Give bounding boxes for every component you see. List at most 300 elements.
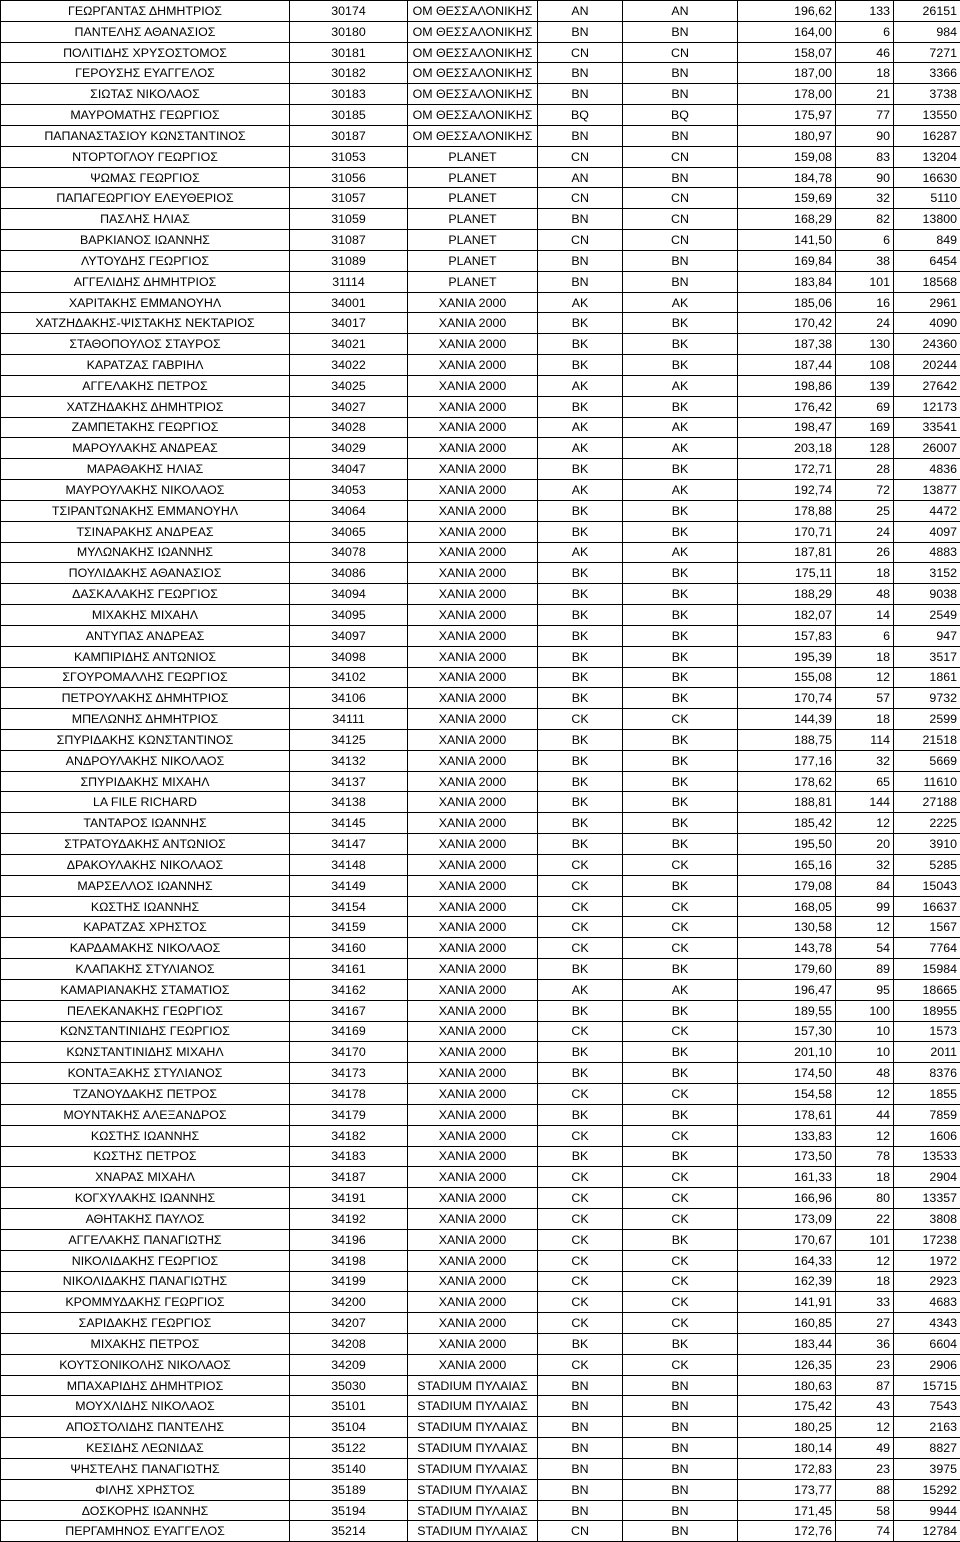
club-cell: ΧΑΝΙΑ 2000: [408, 1084, 538, 1105]
games-cell: 80: [836, 1188, 894, 1209]
player-id-cell: 34154: [290, 896, 408, 917]
games-cell: 6: [836, 625, 894, 646]
games-cell: 20: [836, 834, 894, 855]
club-cell: STADIUM ΠΥΛΑΙΑΣ: [408, 1479, 538, 1500]
average-cell: 178,62: [738, 771, 836, 792]
pins-cell: 27188: [894, 792, 960, 813]
category2-cell: CK: [623, 1125, 738, 1146]
category-cell: AK: [538, 292, 623, 313]
table-row: [1, 250, 960, 271]
player-name-cell: ΚΡΟΜΜΥΔΑΚΗΣ ΓΕΩΡΓΙΟΣ: [1, 1292, 290, 1313]
games-cell: 23: [836, 1458, 894, 1479]
average-cell: 159,69: [738, 188, 836, 209]
club-cell: ΧΑΝΙΑ 2000: [408, 292, 538, 313]
games-cell: 28: [836, 459, 894, 480]
category-cell: CK: [538, 1188, 623, 1209]
category-cell: CK: [538, 709, 623, 730]
player-name-cell: ΑΓΓΕΛΙΔΗΣ ΔΗΜΗΤΡΙΟΣ: [1, 271, 290, 292]
player-name-cell: ΚΟΥΤΣΟΝΙΚΟΛΗΣ ΝΙΚΟΛΑΟΣ: [1, 1354, 290, 1375]
table-row: [1, 188, 960, 209]
table-row: [1, 63, 960, 84]
player-name-cell: ΠΕΤΡΟΥΛΑΚΗΣ ΔΗΜΗΤΡΙΟΣ: [1, 688, 290, 709]
table-row: [1, 709, 960, 730]
category2-cell: CK: [623, 1021, 738, 1042]
games-cell: 43: [836, 1396, 894, 1417]
category2-cell: BN: [623, 1396, 738, 1417]
club-cell: ΧΑΝΙΑ 2000: [408, 854, 538, 875]
average-cell: 175,97: [738, 105, 836, 126]
category-cell: CK: [538, 1125, 623, 1146]
category2-cell: CK: [623, 1084, 738, 1105]
player-name-cell: ΚΟΝΤΑΞΑΚΗΣ ΣΤΥΛΙΑΝΟΣ: [1, 1063, 290, 1084]
pins-cell: 3152: [894, 563, 960, 584]
player-id-cell: 34137: [290, 771, 408, 792]
club-cell: ΧΑΝΙΑ 2000: [408, 1042, 538, 1063]
player-name-cell: ΚΑΜΠΙΡΙΔΗΣ ΑΝΤΩΝΙΟΣ: [1, 646, 290, 667]
player-id-cell: 35189: [290, 1479, 408, 1500]
games-cell: 65: [836, 771, 894, 792]
pins-cell: 7271: [894, 42, 960, 63]
club-cell: ΧΑΝΙΑ 2000: [408, 834, 538, 855]
player-name-cell: ΓΕΡΟΥΣΗΣ ΕΥΑΓΓΕΛΟΣ: [1, 63, 290, 84]
games-cell: 25: [836, 500, 894, 521]
player-name-cell: ΠΟΛΙΤΙΔΗΣ ΧΡΥΣΟΣΤΟΜΟΣ: [1, 42, 290, 63]
table-row: [1, 813, 960, 834]
table-row: [1, 1146, 960, 1167]
club-cell: PLANET: [408, 230, 538, 251]
player-name-cell: ΧΑΡΙΤΑΚΗΣ ΕΜΜΑΝΟΥΗΛ: [1, 292, 290, 313]
club-cell: ΟΜ ΘΕΣΣΑΛΟΝΙΚΗΣ: [408, 84, 538, 105]
pins-cell: 2163: [894, 1417, 960, 1438]
category2-cell: BK: [623, 459, 738, 480]
average-cell: 173,77: [738, 1479, 836, 1500]
club-cell: ΧΑΝΙΑ 2000: [408, 313, 538, 334]
games-cell: 14: [836, 605, 894, 626]
category2-cell: BK: [623, 625, 738, 646]
pins-cell: 4097: [894, 521, 960, 542]
games-cell: 32: [836, 188, 894, 209]
player-id-cell: 34098: [290, 646, 408, 667]
category2-cell: AK: [623, 417, 738, 438]
table-row: [1, 271, 960, 292]
category-cell: BN: [538, 1375, 623, 1396]
table-row: [1, 1396, 960, 1417]
player-id-cell: 34097: [290, 625, 408, 646]
player-id-cell: 31056: [290, 167, 408, 188]
category-cell: BQ: [538, 105, 623, 126]
table-row: [1, 854, 960, 875]
average-cell: 159,08: [738, 146, 836, 167]
games-cell: 82: [836, 209, 894, 230]
games-cell: 69: [836, 396, 894, 417]
club-cell: ΧΑΝΙΑ 2000: [408, 896, 538, 917]
games-cell: 108: [836, 355, 894, 376]
average-cell: 170,67: [738, 1229, 836, 1250]
category2-cell: BN: [623, 167, 738, 188]
games-cell: 26: [836, 542, 894, 563]
average-cell: 172,71: [738, 459, 836, 480]
table-row: [1, 625, 960, 646]
category-cell: BK: [538, 521, 623, 542]
average-cell: 172,76: [738, 1521, 836, 1542]
category2-cell: BN: [623, 1375, 738, 1396]
category-cell: BK: [538, 1042, 623, 1063]
average-cell: 179,08: [738, 875, 836, 896]
table-row: [1, 792, 960, 813]
category-cell: CN: [538, 1521, 623, 1542]
player-id-cell: 35140: [290, 1458, 408, 1479]
club-cell: ΧΑΝΙΑ 2000: [408, 1250, 538, 1271]
player-name-cell: ΔΑΣΚΑΛΑΚΗΣ ΓΕΩΡΓΙΟΣ: [1, 584, 290, 605]
games-cell: 49: [836, 1438, 894, 1459]
table-row: [1, 646, 960, 667]
player-name-cell: ΚΑΡΑΤΖΑΣ ΓΑΒΡΙΗΛ: [1, 355, 290, 376]
category-cell: BK: [538, 771, 623, 792]
player-id-cell: 34028: [290, 417, 408, 438]
club-cell: PLANET: [408, 271, 538, 292]
player-name-cell: ΝΤΟΡΤΟΓΛΟΥ ΓΕΩΡΓΙΟΣ: [1, 146, 290, 167]
player-id-cell: 34017: [290, 313, 408, 334]
club-cell: STADIUM ΠΥΛΑΙΑΣ: [408, 1375, 538, 1396]
player-name-cell: ΜΑΥΡΟΥΛΑΚΗΣ ΝΙΚΟΛΑΟΣ: [1, 480, 290, 501]
club-cell: ΧΑΝΙΑ 2000: [408, 480, 538, 501]
player-id-cell: 34145: [290, 813, 408, 834]
category-cell: CK: [538, 1229, 623, 1250]
category-cell: BK: [538, 1146, 623, 1167]
games-cell: 22: [836, 1209, 894, 1230]
average-cell: 198,86: [738, 375, 836, 396]
category2-cell: CK: [623, 938, 738, 959]
player-name-cell: ΚΛΑΠΑΚΗΣ ΣΤΥΛΙΑΝΟΣ: [1, 959, 290, 980]
club-cell: PLANET: [408, 167, 538, 188]
category-cell: BK: [538, 1104, 623, 1125]
table-row: [1, 917, 960, 938]
club-cell: PLANET: [408, 188, 538, 209]
average-cell: 183,84: [738, 271, 836, 292]
player-id-cell: 31053: [290, 146, 408, 167]
category2-cell: BK: [623, 1334, 738, 1355]
pins-cell: 1573: [894, 1021, 960, 1042]
category-cell: BN: [538, 125, 623, 146]
club-cell: ΟΜ ΘΕΣΣΑΛΟΝΙΚΗΣ: [408, 125, 538, 146]
table-row: [1, 1250, 960, 1271]
average-cell: 185,42: [738, 813, 836, 834]
category2-cell: BK: [623, 563, 738, 584]
games-cell: 88: [836, 1479, 894, 1500]
player-id-cell: 30182: [290, 63, 408, 84]
category2-cell: BN: [623, 1479, 738, 1500]
player-name-cell: ΨΗΣΤΕΛΗΣ ΠΑΝΑΓΙΩΤΗΣ: [1, 1458, 290, 1479]
club-cell: STADIUM ΠΥΛΑΙΑΣ: [408, 1396, 538, 1417]
games-cell: 21: [836, 84, 894, 105]
pins-cell: 16637: [894, 896, 960, 917]
category-cell: BK: [538, 729, 623, 750]
table-row: [1, 1209, 960, 1230]
club-cell: PLANET: [408, 209, 538, 230]
category2-cell: BN: [623, 1438, 738, 1459]
category2-cell: BK: [623, 792, 738, 813]
category2-cell: CK: [623, 1167, 738, 1188]
games-cell: 101: [836, 271, 894, 292]
average-cell: 187,81: [738, 542, 836, 563]
player-name-cell: ΤΣΙΡΑΝΤΩΝΑΚΗΣ ΕΜΜΑΝΟΥΗΛ: [1, 500, 290, 521]
club-cell: ΧΑΝΙΑ 2000: [408, 542, 538, 563]
category-cell: CK: [538, 1084, 623, 1105]
player-id-cell: 31089: [290, 250, 408, 271]
player-id-cell: 34183: [290, 1146, 408, 1167]
table-row: [1, 959, 960, 980]
category2-cell: CK: [623, 1354, 738, 1375]
average-cell: 173,09: [738, 1209, 836, 1230]
player-id-cell: 34001: [290, 292, 408, 313]
club-cell: ΧΑΝΙΑ 2000: [408, 563, 538, 584]
category2-cell: BN: [623, 1458, 738, 1479]
games-cell: 16: [836, 292, 894, 313]
average-cell: 184,78: [738, 167, 836, 188]
games-cell: 18: [836, 563, 894, 584]
category2-cell: BN: [623, 1521, 738, 1542]
average-cell: 126,35: [738, 1354, 836, 1375]
category2-cell: BK: [623, 1104, 738, 1125]
club-cell: ΧΑΝΙΑ 2000: [408, 438, 538, 459]
games-cell: 87: [836, 1375, 894, 1396]
category2-cell: CK: [623, 1271, 738, 1292]
player-name-cell: ΠΟΥΛΙΔΑΚΗΣ ΑΘΑΝΑΣΙΟΣ: [1, 563, 290, 584]
player-id-cell: 34106: [290, 688, 408, 709]
club-cell: ΧΑΝΙΑ 2000: [408, 584, 538, 605]
club-cell: ΧΑΝΙΑ 2000: [408, 667, 538, 688]
player-id-cell: 34169: [290, 1021, 408, 1042]
table-row: [1, 1313, 960, 1334]
average-cell: 133,83: [738, 1125, 836, 1146]
table-row: [1, 209, 960, 230]
pins-cell: 4683: [894, 1292, 960, 1313]
club-cell: ΧΑΝΙΑ 2000: [408, 625, 538, 646]
category2-cell: BK: [623, 500, 738, 521]
table-row: [1, 1042, 960, 1063]
player-id-cell: 30185: [290, 105, 408, 126]
average-cell: 172,83: [738, 1458, 836, 1479]
club-cell: ΧΑΝΙΑ 2000: [408, 1313, 538, 1334]
pins-cell: 26007: [894, 438, 960, 459]
category-cell: BK: [538, 459, 623, 480]
average-cell: 170,71: [738, 521, 836, 542]
pins-cell: 7543: [894, 1396, 960, 1417]
category2-cell: BK: [623, 1042, 738, 1063]
player-name-cell: ΜΙΧΑΚΗΣ ΜΙΧΑΗΛ: [1, 605, 290, 626]
player-id-cell: 34022: [290, 355, 408, 376]
club-cell: ΧΑΝΙΑ 2000: [408, 1104, 538, 1125]
table-row: [1, 542, 960, 563]
category-cell: CN: [538, 146, 623, 167]
category2-cell: CK: [623, 1188, 738, 1209]
games-cell: 114: [836, 729, 894, 750]
games-cell: 36: [836, 1334, 894, 1355]
player-id-cell: 34065: [290, 521, 408, 542]
player-name-cell: ΣΠΥΡΙΔΑΚΗΣ ΚΩΝΣΤΑΝΤΙΝΟΣ: [1, 729, 290, 750]
table-row: [1, 84, 960, 105]
player-name-cell: ΣΤΑΘΟΠΟΥΛΟΣ ΣΤΑΥΡΟΣ: [1, 334, 290, 355]
category2-cell: BK: [623, 605, 738, 626]
table-row: [1, 834, 960, 855]
player-name-cell: ΜΑΡΣΕΛΛΟΣ ΙΩΑΝΝΗΣ: [1, 875, 290, 896]
table-row: [1, 292, 960, 313]
category-cell: CK: [538, 1354, 623, 1375]
club-cell: ΧΑΝΙΑ 2000: [408, 979, 538, 1000]
table-row: [1, 938, 960, 959]
category-cell: BK: [538, 1334, 623, 1355]
pins-cell: 15984: [894, 959, 960, 980]
games-cell: 74: [836, 1521, 894, 1542]
club-cell: STADIUM ΠΥΛΑΙΑΣ: [408, 1438, 538, 1459]
player-name-cell: ΣΙΩΤΑΣ ΝΙΚΟΛΑΟΣ: [1, 84, 290, 105]
pins-cell: 12784: [894, 1521, 960, 1542]
average-cell: 168,29: [738, 209, 836, 230]
games-cell: 24: [836, 313, 894, 334]
player-id-cell: 34208: [290, 1334, 408, 1355]
club-cell: ΧΑΝΙΑ 2000: [408, 688, 538, 709]
player-name-cell: ΒΑΡΚΙΑΝΟΣ ΙΩΑΝΝΗΣ: [1, 230, 290, 251]
table-row: [1, 375, 960, 396]
player-id-cell: 35122: [290, 1438, 408, 1459]
average-cell: 201,10: [738, 1042, 836, 1063]
player-name-cell: ΤΣΙΝΑΡΑΚΗΣ ΑΝΔΡΕΑΣ: [1, 521, 290, 542]
table-row: [1, 1271, 960, 1292]
pins-cell: 12173: [894, 396, 960, 417]
category2-cell: BN: [623, 250, 738, 271]
average-cell: 157,83: [738, 625, 836, 646]
category-cell: BN: [538, 1500, 623, 1521]
pins-cell: 16287: [894, 125, 960, 146]
club-cell: ΧΑΝΙΑ 2000: [408, 771, 538, 792]
player-name-cell: ΜΙΧΑΚΗΣ ΠΕΤΡΟΣ: [1, 1334, 290, 1355]
player-name-cell: LA FILE RICHARD: [1, 792, 290, 813]
player-id-cell: 35104: [290, 1417, 408, 1438]
category2-cell: AK: [623, 542, 738, 563]
games-cell: 6: [836, 21, 894, 42]
pins-cell: 1972: [894, 1250, 960, 1271]
category-cell: CK: [538, 917, 623, 938]
category2-cell: BK: [623, 834, 738, 855]
games-cell: 18: [836, 63, 894, 84]
category-cell: BN: [538, 271, 623, 292]
games-cell: 54: [836, 938, 894, 959]
category-cell: CK: [538, 1292, 623, 1313]
average-cell: 178,88: [738, 500, 836, 521]
average-cell: 141,50: [738, 230, 836, 251]
player-name-cell: ΤΑΝΤΑΡΟΣ ΙΩΑΝΝΗΣ: [1, 813, 290, 834]
pins-cell: 1855: [894, 1084, 960, 1105]
category2-cell: CK: [623, 854, 738, 875]
category-cell: BN: [538, 1417, 623, 1438]
category-cell: BN: [538, 209, 623, 230]
average-cell: 176,42: [738, 396, 836, 417]
average-cell: 130,58: [738, 917, 836, 938]
club-cell: ΧΑΝΙΑ 2000: [408, 500, 538, 521]
table-row: [1, 167, 960, 188]
club-cell: ΧΑΝΙΑ 2000: [408, 396, 538, 417]
average-cell: 154,58: [738, 1084, 836, 1105]
club-cell: STADIUM ΠΥΛΑΙΑΣ: [408, 1458, 538, 1479]
games-cell: 99: [836, 896, 894, 917]
category-cell: BK: [538, 750, 623, 771]
category2-cell: BK: [623, 355, 738, 376]
player-id-cell: 34102: [290, 667, 408, 688]
pins-cell: 3975: [894, 1458, 960, 1479]
pins-cell: 15292: [894, 1479, 960, 1500]
player-name-cell: ΝΙΚΟΛΙΔΑΚΗΣ ΓΕΩΡΓΙΟΣ: [1, 1250, 290, 1271]
games-cell: 12: [836, 1084, 894, 1105]
games-cell: 139: [836, 375, 894, 396]
club-cell: ΧΑΝΙΑ 2000: [408, 938, 538, 959]
player-name-cell: ΓΕΩΡΓΑΝΤΑΣ ΔΗΜΗΤΡΙΟΣ: [1, 1, 290, 22]
category-cell: BK: [538, 1000, 623, 1021]
games-cell: 72: [836, 480, 894, 501]
category-cell: BK: [538, 584, 623, 605]
player-name-cell: ΣΑΡΙΔΑΚΗΣ ΓΕΩΡΓΙΟΣ: [1, 1313, 290, 1334]
category2-cell: BN: [623, 125, 738, 146]
table-row: [1, 875, 960, 896]
player-name-cell: ΑΝΤΥΠΑΣ ΑΝΔΡΕΑΣ: [1, 625, 290, 646]
average-cell: 157,30: [738, 1021, 836, 1042]
player-name-cell: ΠΑΠΑΓΕΩΡΓΙΟΥ ΕΛΕΥΘΕΡΙΟΣ: [1, 188, 290, 209]
club-cell: ΧΑΝΙΑ 2000: [408, 1146, 538, 1167]
table-row: [1, 21, 960, 42]
games-cell: 38: [836, 250, 894, 271]
category-cell: BK: [538, 834, 623, 855]
games-cell: 12: [836, 667, 894, 688]
games-cell: 130: [836, 334, 894, 355]
player-id-cell: 34199: [290, 1271, 408, 1292]
pins-cell: 3910: [894, 834, 960, 855]
games-cell: 78: [836, 1146, 894, 1167]
average-cell: 203,18: [738, 438, 836, 459]
table-row: [1, 230, 960, 251]
table-row: [1, 146, 960, 167]
table-row: [1, 480, 960, 501]
average-cell: 187,38: [738, 334, 836, 355]
games-cell: 6: [836, 230, 894, 251]
average-cell: 175,42: [738, 1396, 836, 1417]
player-name-cell: ΚΩΝΣΤΑΝΤΙΝΙΔΗΣ ΜΙΧΑΗΛ: [1, 1042, 290, 1063]
games-cell: 12: [836, 1417, 894, 1438]
table-row: [1, 1375, 960, 1396]
club-cell: ΧΑΝΙΑ 2000: [408, 1334, 538, 1355]
player-name-cell: ΔΟΣΚΟΡΗΣ ΙΩΑΝΝΗΣ: [1, 1500, 290, 1521]
club-cell: ΧΑΝΙΑ 2000: [408, 709, 538, 730]
games-cell: 18: [836, 709, 894, 730]
player-id-cell: 35030: [290, 1375, 408, 1396]
pins-cell: 3738: [894, 84, 960, 105]
club-cell: ΧΑΝΙΑ 2000: [408, 605, 538, 626]
table-row: [1, 896, 960, 917]
player-id-cell: 34170: [290, 1042, 408, 1063]
games-cell: 18: [836, 1167, 894, 1188]
games-cell: 18: [836, 646, 894, 667]
category-cell: CK: [538, 1021, 623, 1042]
player-id-cell: 34132: [290, 750, 408, 771]
games-cell: 128: [836, 438, 894, 459]
pins-cell: 13877: [894, 480, 960, 501]
club-cell: ΧΑΝΙΑ 2000: [408, 1063, 538, 1084]
category2-cell: BK: [623, 1146, 738, 1167]
category2-cell: AN: [623, 1, 738, 22]
table-row: [1, 1021, 960, 1042]
player-id-cell: 34021: [290, 334, 408, 355]
club-cell: ΧΑΝΙΑ 2000: [408, 1209, 538, 1230]
average-cell: 158,07: [738, 42, 836, 63]
average-cell: 180,14: [738, 1438, 836, 1459]
